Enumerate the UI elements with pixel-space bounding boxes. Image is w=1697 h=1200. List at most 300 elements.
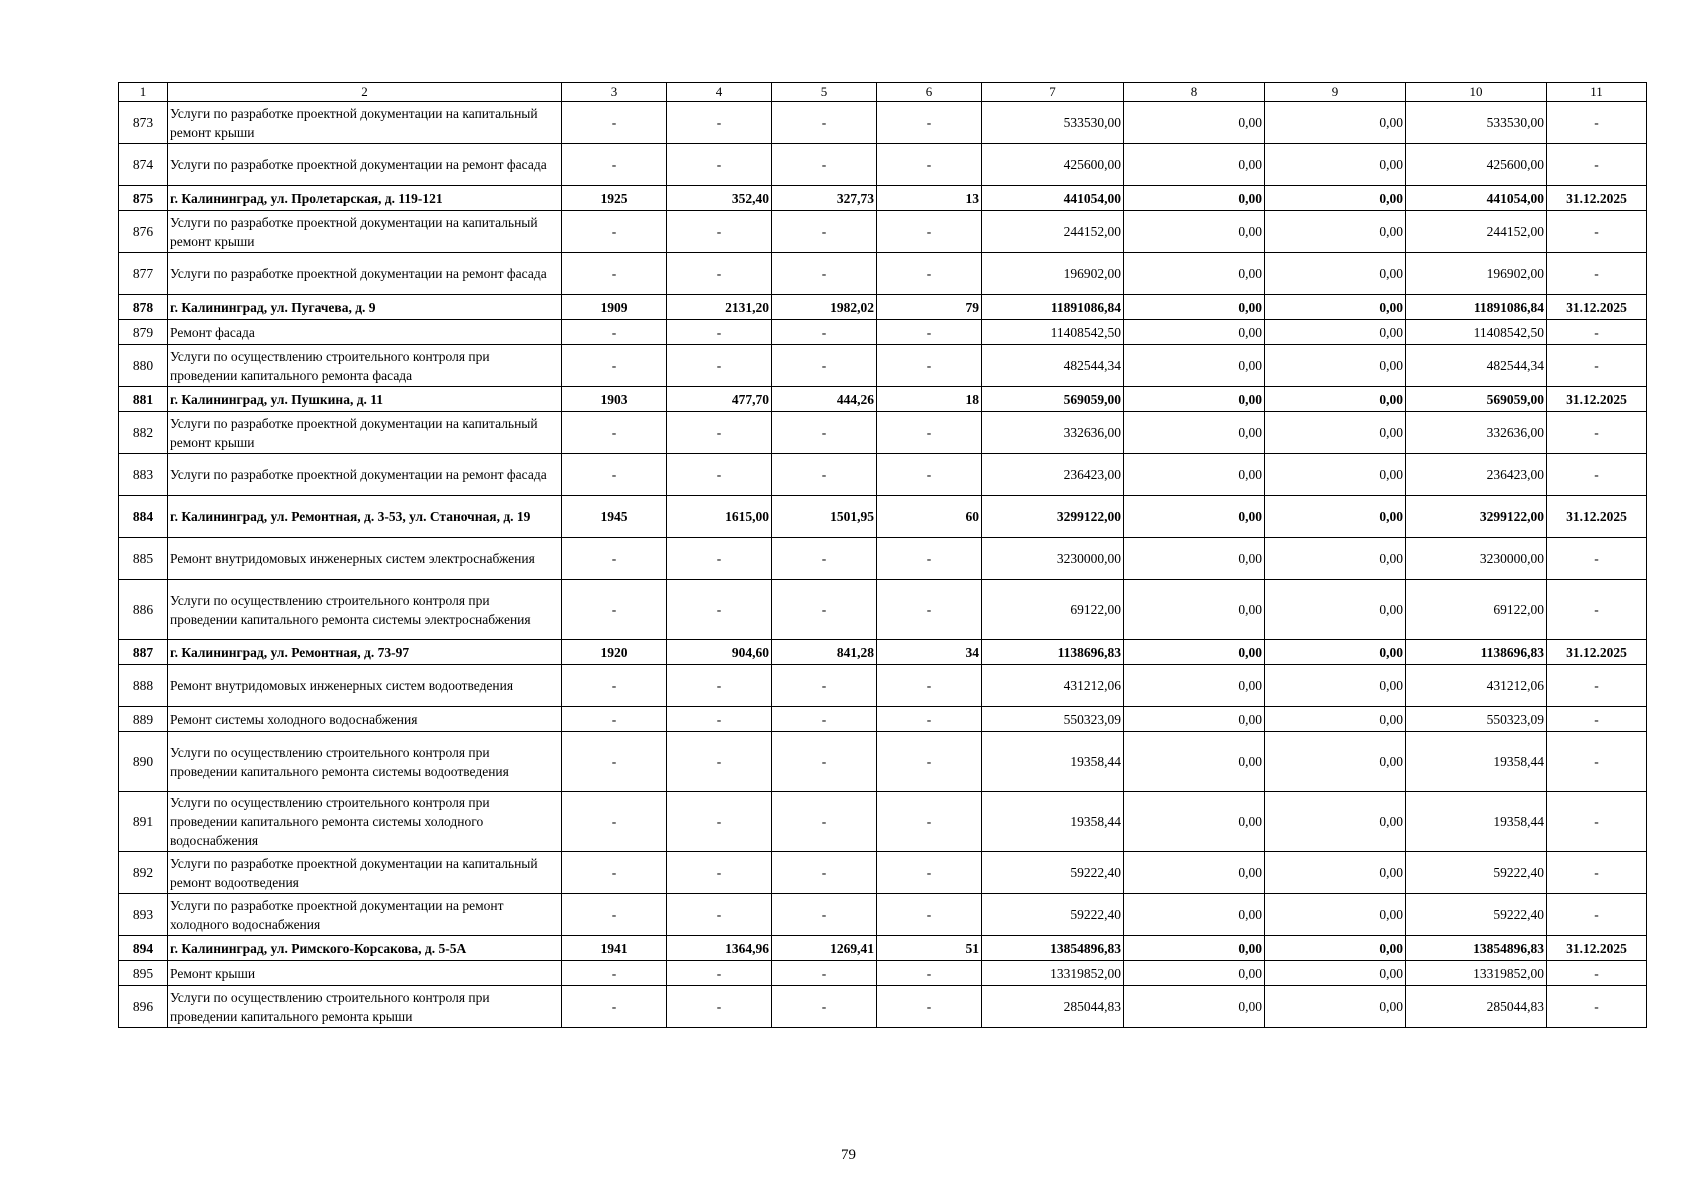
regional-funds: 0,00 — [1265, 961, 1406, 986]
row-number: 893 — [119, 894, 168, 936]
owner-funds: 11891086,84 — [1406, 295, 1547, 320]
year-built: 1909 — [562, 295, 667, 320]
regional-funds: 0,00 — [1265, 345, 1406, 387]
living-area: - — [772, 986, 877, 1028]
work-description: Услуги по разработке проектной документации на капитальный ремонт крыши — [168, 211, 562, 253]
living-area: - — [772, 707, 877, 732]
completion-date: - — [1547, 320, 1647, 345]
completion-date: - — [1547, 538, 1647, 580]
total-area: - — [667, 211, 772, 253]
federal-funds: 0,00 — [1124, 387, 1265, 412]
row-number: 884 — [119, 496, 168, 538]
completion-date: 31.12.2025 — [1547, 186, 1647, 211]
residents-count: - — [877, 961, 982, 986]
owner-funds: 550323,09 — [1406, 707, 1547, 732]
living-area: - — [772, 852, 877, 894]
column-number-10: 10 — [1406, 83, 1547, 102]
living-area: - — [772, 961, 877, 986]
federal-funds: 0,00 — [1124, 538, 1265, 580]
residents-count: - — [877, 320, 982, 345]
completion-date: - — [1547, 144, 1647, 186]
work-description: Услуги по разработке проектной документации на ремонт холодного водоснабжения — [168, 894, 562, 936]
living-area: - — [772, 412, 877, 454]
regional-funds: 0,00 — [1265, 894, 1406, 936]
living-area: - — [772, 211, 877, 253]
federal-funds: 0,00 — [1124, 211, 1265, 253]
row-number: 875 — [119, 186, 168, 211]
address-row — [119, 186, 1647, 211]
year-built: 1920 — [562, 640, 667, 665]
regional-funds: 0,00 — [1265, 496, 1406, 538]
total-cost: 59222,40 — [982, 852, 1124, 894]
year-built: - — [562, 792, 667, 852]
total-cost: 11891086,84 — [982, 295, 1124, 320]
owner-funds: 1138696,83 — [1406, 640, 1547, 665]
column-number-5: 5 — [772, 83, 877, 102]
work-description: Услуги по осуществлению строительного контроля при проведении капитального ремонта системы водоотведения — [168, 732, 562, 792]
work-item-row — [119, 454, 1647, 496]
row-number: 874 — [119, 144, 168, 186]
residents-count: - — [877, 345, 982, 387]
work-description: Ремонт фасада — [168, 320, 562, 345]
completion-date: - — [1547, 732, 1647, 792]
work-item-row — [119, 580, 1647, 640]
year-built: - — [562, 102, 667, 144]
living-area: - — [772, 894, 877, 936]
total-cost: 11408542,50 — [982, 320, 1124, 345]
total-cost: 1138696,83 — [982, 640, 1124, 665]
regional-funds: 0,00 — [1265, 707, 1406, 732]
row-number: 880 — [119, 345, 168, 387]
work-item-row — [119, 707, 1647, 732]
column-number-8: 8 — [1124, 83, 1265, 102]
column-number-9: 9 — [1265, 83, 1406, 102]
owner-funds: 59222,40 — [1406, 852, 1547, 894]
residents-count: - — [877, 986, 982, 1028]
address-row — [119, 936, 1647, 961]
completion-date: 31.12.2025 — [1547, 387, 1647, 412]
year-built: - — [562, 538, 667, 580]
owner-funds: 431212,06 — [1406, 665, 1547, 707]
completion-date: - — [1547, 852, 1647, 894]
living-area: 1501,95 — [772, 496, 877, 538]
column-number-7: 7 — [982, 83, 1124, 102]
table-body — [119, 102, 1647, 1028]
row-number: 878 — [119, 295, 168, 320]
living-area: - — [772, 580, 877, 640]
work-item-row — [119, 986, 1647, 1028]
total-area: - — [667, 580, 772, 640]
total-area: - — [667, 707, 772, 732]
regional-funds: 0,00 — [1265, 852, 1406, 894]
row-number: 892 — [119, 852, 168, 894]
total-area: - — [667, 986, 772, 1028]
total-cost: 196902,00 — [982, 253, 1124, 295]
row-number: 882 — [119, 412, 168, 454]
total-area: - — [667, 792, 772, 852]
residents-count: - — [877, 732, 982, 792]
completion-date: 31.12.2025 — [1547, 295, 1647, 320]
year-built: 1903 — [562, 387, 667, 412]
work-item-row — [119, 102, 1647, 144]
living-area: 1982,02 — [772, 295, 877, 320]
work-description: Услуги по осуществлению строительного контроля при проведении капитального ремонта системы холодного водоснабжения — [168, 792, 562, 852]
work-description: г. Калининград, ул. Ремонтная, д. 73-97 — [168, 640, 562, 665]
regional-funds: 0,00 — [1265, 538, 1406, 580]
total-cost: 13319852,00 — [982, 961, 1124, 986]
completion-date: - — [1547, 986, 1647, 1028]
owner-funds: 3230000,00 — [1406, 538, 1547, 580]
federal-funds: 0,00 — [1124, 665, 1265, 707]
living-area: 841,28 — [772, 640, 877, 665]
work-item-row — [119, 144, 1647, 186]
year-built: - — [562, 986, 667, 1028]
work-description: г. Калининград, ул. Ремонтная, д. 3-53, ул. Станочная, д. 19 — [168, 496, 562, 538]
total-cost: 569059,00 — [982, 387, 1124, 412]
year-built: - — [562, 345, 667, 387]
total-cost: 59222,40 — [982, 894, 1124, 936]
total-cost: 3299122,00 — [982, 496, 1124, 538]
federal-funds: 0,00 — [1124, 707, 1265, 732]
total-cost: 533530,00 — [982, 102, 1124, 144]
work-description: г. Калининград, ул. Пролетарская, д. 119-121 — [168, 186, 562, 211]
regional-funds: 0,00 — [1265, 144, 1406, 186]
federal-funds: 0,00 — [1124, 345, 1265, 387]
residents-count: 18 — [877, 387, 982, 412]
owner-funds: 569059,00 — [1406, 387, 1547, 412]
work-description: Ремонт внутридомовых инженерных систем водоотведения — [168, 665, 562, 707]
work-description: г. Калининград, ул. Пушкина, д. 11 — [168, 387, 562, 412]
year-built: - — [562, 253, 667, 295]
completion-date: - — [1547, 792, 1647, 852]
row-number: 881 — [119, 387, 168, 412]
total-cost: 69122,00 — [982, 580, 1124, 640]
year-built: - — [562, 665, 667, 707]
year-built: - — [562, 580, 667, 640]
federal-funds: 0,00 — [1124, 454, 1265, 496]
federal-funds: 0,00 — [1124, 253, 1265, 295]
residents-count: 34 — [877, 640, 982, 665]
living-area: - — [772, 144, 877, 186]
owner-funds: 533530,00 — [1406, 102, 1547, 144]
work-description: г. Калининград, ул. Пугачева, д. 9 — [168, 295, 562, 320]
total-cost: 19358,44 — [982, 732, 1124, 792]
work-item-row — [119, 894, 1647, 936]
page-number: 79 — [841, 1147, 856, 1163]
residents-count: - — [877, 665, 982, 707]
living-area: - — [772, 665, 877, 707]
work-item-row — [119, 792, 1647, 852]
work-description: Услуги по осуществлению строительного контроля при проведении капитального ремонта фасада — [168, 345, 562, 387]
row-number: 885 — [119, 538, 168, 580]
column-number-1: 1 — [119, 83, 168, 102]
total-cost: 425600,00 — [982, 144, 1124, 186]
owner-funds: 196902,00 — [1406, 253, 1547, 295]
completion-date: - — [1547, 580, 1647, 640]
residents-count: - — [877, 792, 982, 852]
regional-funds: 0,00 — [1265, 186, 1406, 211]
row-number: 894 — [119, 936, 168, 961]
completion-date: 31.12.2025 — [1547, 936, 1647, 961]
living-area: 444,26 — [772, 387, 877, 412]
work-description: г. Калининград, ул. Римского-Корсакова, д. 5-5А — [168, 936, 562, 961]
regional-funds: 0,00 — [1265, 640, 1406, 665]
year-built: 1941 — [562, 936, 667, 961]
column-number-row — [119, 83, 1647, 102]
residents-count: 51 — [877, 936, 982, 961]
regional-funds: 0,00 — [1265, 253, 1406, 295]
owner-funds: 11408542,50 — [1406, 320, 1547, 345]
data-table — [118, 82, 1647, 1028]
completion-date: - — [1547, 961, 1647, 986]
completion-date: - — [1547, 707, 1647, 732]
work-description: Услуги по разработке проектной документации на ремонт фасада — [168, 454, 562, 496]
federal-funds: 0,00 — [1124, 961, 1265, 986]
completion-date: - — [1547, 211, 1647, 253]
total-cost: 550323,09 — [982, 707, 1124, 732]
living-area: 327,73 — [772, 186, 877, 211]
owner-funds: 285044,83 — [1406, 986, 1547, 1028]
regional-funds: 0,00 — [1265, 936, 1406, 961]
column-number-4: 4 — [667, 83, 772, 102]
row-number: 891 — [119, 792, 168, 852]
total-area: - — [667, 253, 772, 295]
federal-funds: 0,00 — [1124, 792, 1265, 852]
owner-funds: 59222,40 — [1406, 894, 1547, 936]
year-built: - — [562, 320, 667, 345]
residents-count: 13 — [877, 186, 982, 211]
year-built: 1925 — [562, 186, 667, 211]
regional-funds: 0,00 — [1265, 454, 1406, 496]
work-description: Ремонт внутридомовых инженерных систем электроснабжения — [168, 538, 562, 580]
row-number: 886 — [119, 580, 168, 640]
work-description: Услуги по осуществлению строительного контроля при проведении капитального ремонта системы электроснабжения — [168, 580, 562, 640]
work-item-row — [119, 961, 1647, 986]
federal-funds: 0,00 — [1124, 412, 1265, 454]
year-built: - — [562, 894, 667, 936]
year-built: - — [562, 961, 667, 986]
year-built: - — [562, 211, 667, 253]
total-cost: 3230000,00 — [982, 538, 1124, 580]
year-built: - — [562, 454, 667, 496]
residents-count: - — [877, 538, 982, 580]
year-built: - — [562, 732, 667, 792]
row-number: 895 — [119, 961, 168, 986]
column-number-3: 3 — [562, 83, 667, 102]
regional-funds: 0,00 — [1265, 320, 1406, 345]
residents-count: - — [877, 412, 982, 454]
residents-count: - — [877, 144, 982, 186]
row-number: 890 — [119, 732, 168, 792]
total-cost: 13854896,83 — [982, 936, 1124, 961]
work-item-row — [119, 345, 1647, 387]
total-area: - — [667, 665, 772, 707]
residents-count: 60 — [877, 496, 982, 538]
regional-funds: 0,00 — [1265, 792, 1406, 852]
column-number-2: 2 — [168, 83, 562, 102]
federal-funds: 0,00 — [1124, 320, 1265, 345]
owner-funds: 19358,44 — [1406, 732, 1547, 792]
total-cost: 285044,83 — [982, 986, 1124, 1028]
completion-date: 31.12.2025 — [1547, 496, 1647, 538]
work-description: Услуги по разработке проектной документации на капитальный ремонт водоотведения — [168, 852, 562, 894]
total-area: - — [667, 852, 772, 894]
year-built: 1945 — [562, 496, 667, 538]
federal-funds: 0,00 — [1124, 144, 1265, 186]
owner-funds: 13854896,83 — [1406, 936, 1547, 961]
row-number: 896 — [119, 986, 168, 1028]
owner-funds: 69122,00 — [1406, 580, 1547, 640]
living-area: - — [772, 732, 877, 792]
column-number-11: 11 — [1547, 83, 1647, 102]
owner-funds: 425600,00 — [1406, 144, 1547, 186]
work-item-row — [119, 732, 1647, 792]
total-area: - — [667, 412, 772, 454]
year-built: - — [562, 707, 667, 732]
column-number-6: 6 — [877, 83, 982, 102]
work-item-row — [119, 665, 1647, 707]
row-number: 889 — [119, 707, 168, 732]
owner-funds: 441054,00 — [1406, 186, 1547, 211]
completion-date: - — [1547, 454, 1647, 496]
living-area: - — [772, 538, 877, 580]
regional-funds: 0,00 — [1265, 412, 1406, 454]
residents-count: - — [877, 580, 982, 640]
row-number: 883 — [119, 454, 168, 496]
total-area: - — [667, 320, 772, 345]
work-description: Услуги по осуществлению строительного контроля при проведении капитального ремонта крыши — [168, 986, 562, 1028]
residents-count: - — [877, 253, 982, 295]
owner-funds: 332636,00 — [1406, 412, 1547, 454]
regional-funds: 0,00 — [1265, 211, 1406, 253]
total-area: 1364,96 — [667, 936, 772, 961]
total-area: - — [667, 538, 772, 580]
total-area: - — [667, 144, 772, 186]
residents-count: - — [877, 211, 982, 253]
total-cost: 482544,34 — [982, 345, 1124, 387]
federal-funds: 0,00 — [1124, 186, 1265, 211]
total-area: - — [667, 732, 772, 792]
total-area: 904,60 — [667, 640, 772, 665]
living-area: - — [772, 102, 877, 144]
regional-funds: 0,00 — [1265, 102, 1406, 144]
completion-date: - — [1547, 345, 1647, 387]
federal-funds: 0,00 — [1124, 852, 1265, 894]
federal-funds: 0,00 — [1124, 640, 1265, 665]
living-area: - — [772, 792, 877, 852]
federal-funds: 0,00 — [1124, 102, 1265, 144]
address-row — [119, 640, 1647, 665]
total-area: - — [667, 961, 772, 986]
residents-count: - — [877, 102, 982, 144]
year-built: - — [562, 412, 667, 454]
residents-count: - — [877, 454, 982, 496]
regional-funds: 0,00 — [1265, 295, 1406, 320]
completion-date: - — [1547, 102, 1647, 144]
address-row — [119, 295, 1647, 320]
total-cost: 332636,00 — [982, 412, 1124, 454]
work-item-row — [119, 253, 1647, 295]
total-area: - — [667, 454, 772, 496]
residents-count: - — [877, 852, 982, 894]
federal-funds: 0,00 — [1124, 496, 1265, 538]
regional-funds: 0,00 — [1265, 387, 1406, 412]
completion-date: - — [1547, 253, 1647, 295]
total-area: - — [667, 345, 772, 387]
total-cost: 441054,00 — [982, 186, 1124, 211]
owner-funds: 236423,00 — [1406, 454, 1547, 496]
completion-date: - — [1547, 412, 1647, 454]
work-description: Услуги по разработке проектной документации на капитальный ремонт крыши — [168, 102, 562, 144]
work-description: Ремонт крыши — [168, 961, 562, 986]
regional-funds: 0,00 — [1265, 665, 1406, 707]
work-description: Услуги по разработке проектной документации на ремонт фасада — [168, 253, 562, 295]
year-built: - — [562, 852, 667, 894]
living-area: - — [772, 253, 877, 295]
total-cost: 236423,00 — [982, 454, 1124, 496]
total-area: - — [667, 102, 772, 144]
owner-funds: 19358,44 — [1406, 792, 1547, 852]
row-number: 887 — [119, 640, 168, 665]
federal-funds: 0,00 — [1124, 732, 1265, 792]
residents-count: - — [877, 707, 982, 732]
total-area: 2131,20 — [667, 295, 772, 320]
address-row — [119, 387, 1647, 412]
regional-funds: 0,00 — [1265, 732, 1406, 792]
work-description: Ремонт системы холодного водоснабжения — [168, 707, 562, 732]
row-number: 876 — [119, 211, 168, 253]
completion-date: 31.12.2025 — [1547, 640, 1647, 665]
row-number: 879 — [119, 320, 168, 345]
work-item-row — [119, 538, 1647, 580]
row-number: 877 — [119, 253, 168, 295]
address-row — [119, 496, 1647, 538]
federal-funds: 0,00 — [1124, 894, 1265, 936]
federal-funds: 0,00 — [1124, 580, 1265, 640]
work-item-row — [119, 320, 1647, 345]
work-item-row — [119, 211, 1647, 253]
total-area: - — [667, 894, 772, 936]
living-area: 1269,41 — [772, 936, 877, 961]
completion-date: - — [1547, 665, 1647, 707]
living-area: - — [772, 320, 877, 345]
completion-date: - — [1547, 894, 1647, 936]
regional-funds: 0,00 — [1265, 986, 1406, 1028]
work-description: Услуги по разработке проектной документации на капитальный ремонт крыши — [168, 412, 562, 454]
work-description: Услуги по разработке проектной документации на ремонт фасада — [168, 144, 562, 186]
owner-funds: 13319852,00 — [1406, 961, 1547, 986]
total-cost: 19358,44 — [982, 792, 1124, 852]
residents-count: - — [877, 894, 982, 936]
living-area: - — [772, 454, 877, 496]
total-area: 352,40 — [667, 186, 772, 211]
row-number: 873 — [119, 102, 168, 144]
owner-funds: 482544,34 — [1406, 345, 1547, 387]
year-built: - — [562, 144, 667, 186]
total-area: 477,70 — [667, 387, 772, 412]
row-number: 888 — [119, 665, 168, 707]
total-cost: 244152,00 — [982, 211, 1124, 253]
residents-count: 79 — [877, 295, 982, 320]
work-item-row — [119, 852, 1647, 894]
federal-funds: 0,00 — [1124, 295, 1265, 320]
living-area: - — [772, 345, 877, 387]
federal-funds: 0,00 — [1124, 936, 1265, 961]
regional-funds: 0,00 — [1265, 580, 1406, 640]
federal-funds: 0,00 — [1124, 986, 1265, 1028]
owner-funds: 3299122,00 — [1406, 496, 1547, 538]
work-item-row — [119, 412, 1647, 454]
